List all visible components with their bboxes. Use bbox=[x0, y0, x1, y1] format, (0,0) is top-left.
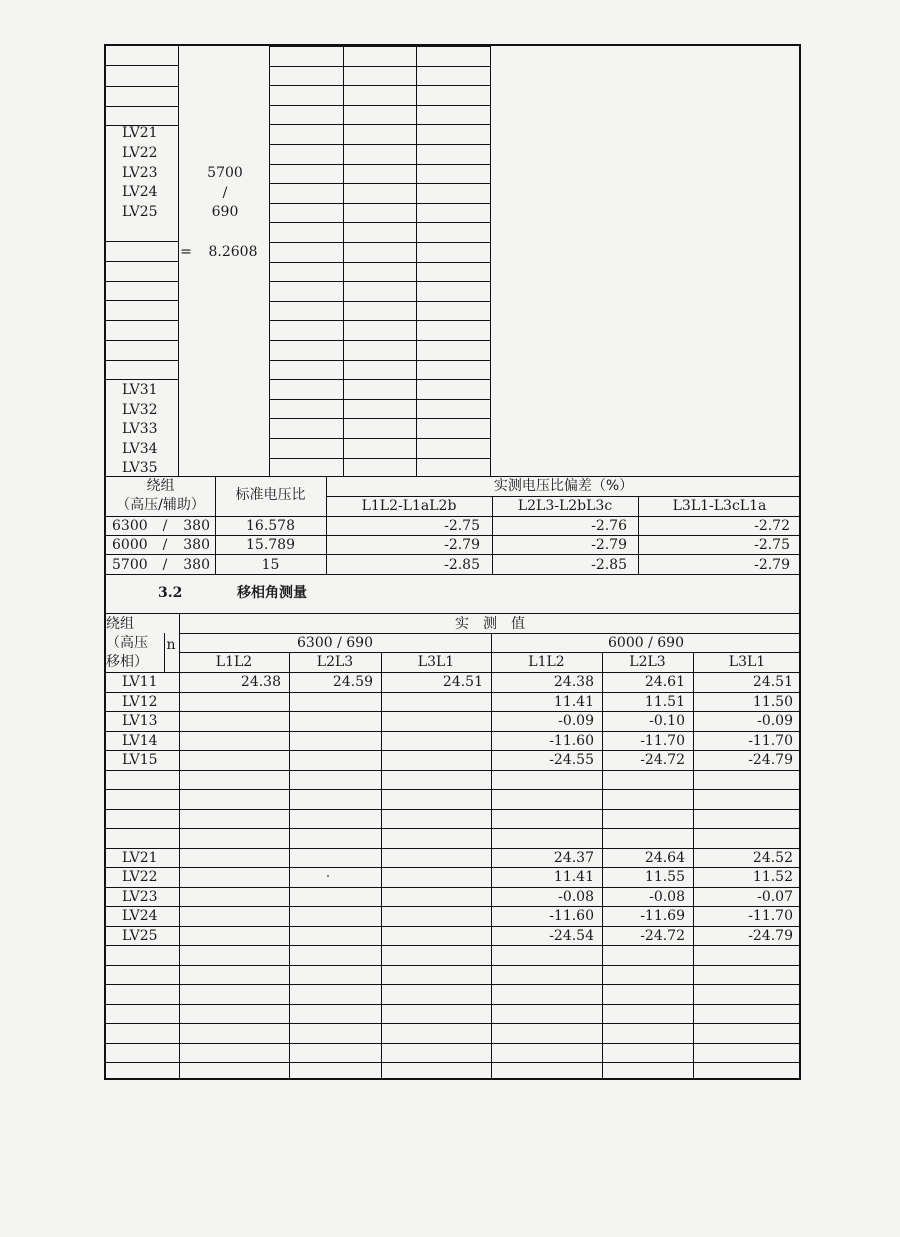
phase-row-line bbox=[106, 1004, 801, 1005]
phase-row-line bbox=[106, 965, 801, 966]
phase-value: -0.08 bbox=[649, 889, 685, 905]
upper-label-row-line bbox=[106, 300, 178, 301]
lv2-label: LV25 bbox=[122, 204, 158, 221]
phase-value: 24.38 bbox=[553, 674, 594, 690]
upper-label-row-line bbox=[106, 360, 178, 361]
upper-row-line bbox=[269, 360, 490, 361]
phase-row-label: LV13 bbox=[122, 713, 158, 729]
phase-value: -24.72 bbox=[640, 928, 685, 944]
phase-row-line bbox=[106, 848, 801, 849]
ratio-aux: 380 bbox=[183, 556, 210, 573]
upper-label-row-line bbox=[106, 86, 178, 87]
upper-column-line bbox=[269, 46, 270, 476]
upper-label-row-line bbox=[106, 106, 178, 107]
ratio-row-line bbox=[106, 554, 801, 555]
phase-table-top bbox=[106, 613, 801, 614]
phase-value: -24.54 bbox=[549, 928, 594, 944]
phase-value: -0.09 bbox=[757, 713, 793, 729]
deviation-value: -2.75 bbox=[444, 518, 480, 534]
phase-value: 24.37 bbox=[553, 850, 594, 866]
phase-row-line bbox=[106, 926, 801, 927]
phase-header-line bbox=[179, 633, 801, 634]
phase-col-header: L3L1 bbox=[728, 654, 766, 670]
section-title: 移相角测量 bbox=[237, 585, 307, 601]
phase-header: L1L2-L1aL2b bbox=[361, 498, 457, 514]
standard-ratio-header: 标准电压比 bbox=[235, 487, 306, 503]
phase-winding-header-sub2: 移相） bbox=[106, 654, 148, 670]
ratio-table-top bbox=[106, 476, 801, 477]
ratio-slash: / bbox=[162, 556, 168, 573]
upper-row-line bbox=[269, 301, 490, 302]
phase-value: -11.70 bbox=[748, 908, 793, 924]
phase-row-line bbox=[106, 828, 801, 829]
ratio-numerator: 5700 bbox=[207, 165, 243, 181]
phase-row-line bbox=[106, 867, 801, 868]
deviation-value: -2.79 bbox=[444, 537, 480, 554]
lv3-label: LV33 bbox=[122, 421, 158, 438]
phase-value: 11.41 bbox=[553, 694, 594, 710]
phase-header: L3L1-L3cL1a bbox=[672, 498, 767, 514]
deviation-value: -2.72 bbox=[754, 518, 790, 534]
phase-value: 24.51 bbox=[752, 674, 793, 690]
ratio-row-line bbox=[106, 535, 801, 536]
upper-column-line bbox=[178, 46, 179, 476]
phase-value: 24.59 bbox=[332, 674, 373, 690]
phase-value: -24.55 bbox=[549, 752, 594, 768]
phase-row-line bbox=[106, 945, 801, 946]
upper-row-line bbox=[269, 262, 490, 263]
ratio-denominator: 690 bbox=[211, 204, 239, 220]
phase-row-line bbox=[106, 692, 801, 693]
phase-winding-header: 绕组 bbox=[106, 616, 134, 632]
lv3-label: LV32 bbox=[122, 401, 158, 418]
phase-row-line bbox=[106, 1043, 801, 1044]
deviation-header: 实测电压比偏差（%） bbox=[493, 478, 634, 494]
upper-row-line bbox=[269, 340, 490, 341]
phase-row-label: LV11 bbox=[122, 674, 158, 690]
upper-label-row-line bbox=[106, 261, 178, 262]
phase-row-line bbox=[106, 1023, 801, 1024]
phase-table-bottom bbox=[106, 1078, 801, 1079]
upper-row-line bbox=[269, 399, 490, 400]
phase-row-label: LV25 bbox=[122, 928, 158, 944]
phase-value: -11.60 bbox=[549, 733, 594, 749]
phase-value: -11.60 bbox=[549, 908, 594, 924]
phase-value: 24.61 bbox=[644, 674, 685, 690]
deviation-value: -2.76 bbox=[591, 518, 627, 534]
phase-value: 11.50 bbox=[752, 694, 793, 710]
lv3-label: LV34 bbox=[122, 440, 158, 457]
upper-row-line bbox=[269, 66, 490, 67]
phase-value: 11.52 bbox=[752, 869, 793, 885]
upper-label-row-line bbox=[106, 379, 178, 380]
phase-value: -0.10 bbox=[649, 713, 685, 729]
upper-label-row-line bbox=[106, 340, 178, 341]
phase-value: -24.79 bbox=[748, 928, 793, 944]
phase-value: -24.72 bbox=[640, 752, 685, 768]
deviation-value: -2.85 bbox=[591, 556, 627, 573]
phase-row-label: LV12 bbox=[122, 694, 158, 710]
phase-col-line bbox=[381, 652, 382, 1078]
phase-value: -11.70 bbox=[640, 733, 685, 749]
phase-header-line bbox=[179, 652, 801, 653]
ratio-hv: 6000 bbox=[112, 537, 148, 554]
phase-row-label: LV21 bbox=[122, 850, 158, 866]
upper-row-line bbox=[269, 418, 490, 419]
phase-row-label: LV15 bbox=[122, 752, 158, 768]
upper-column-line bbox=[416, 46, 417, 476]
upper-row-line bbox=[269, 458, 490, 459]
upper-row-line bbox=[269, 46, 490, 47]
lv3-label: LV31 bbox=[122, 382, 158, 398]
upper-column-line bbox=[343, 46, 344, 476]
upper-row-line bbox=[269, 105, 490, 106]
group-header-6000: 6000 / 690 bbox=[608, 635, 684, 651]
ratio-value: 8.2608 bbox=[208, 244, 258, 260]
upper-row-line bbox=[269, 203, 490, 204]
deviation-value: -2.85 bbox=[444, 556, 480, 573]
deviation-value: -2.75 bbox=[754, 537, 790, 554]
phase-row-line bbox=[106, 887, 801, 888]
phase-col-header: L2L3 bbox=[316, 654, 354, 670]
ratio-header-line bbox=[326, 496, 801, 497]
phase-row-line bbox=[106, 731, 801, 732]
winding-header-sub: （高压/辅助） bbox=[116, 497, 205, 513]
phase-value: 24.51 bbox=[442, 674, 483, 690]
upper-label-row-line bbox=[106, 241, 178, 242]
phase-col-header: L1L2 bbox=[528, 654, 565, 670]
phase-winding-header-sub: （高压 bbox=[106, 635, 148, 651]
phase-row-line bbox=[106, 906, 801, 907]
upper-column-line bbox=[490, 46, 491, 476]
upper-row-line bbox=[269, 183, 490, 184]
lv2-label: LV21 bbox=[122, 125, 158, 141]
phase-col-header: L1L2 bbox=[215, 654, 253, 670]
lv2-label: LV22 bbox=[122, 144, 158, 161]
upper-row-line bbox=[269, 438, 490, 439]
group-header-6300: 6300 / 690 bbox=[297, 635, 373, 651]
ratio-aux: 380 bbox=[183, 518, 210, 534]
phase-value: -0.07 bbox=[757, 889, 793, 905]
upper-label-row-line bbox=[106, 320, 178, 321]
phase-header: L2L3-L2bL3c bbox=[517, 498, 613, 514]
standard-ratio-value: 15.789 bbox=[246, 537, 295, 554]
phase-value: 24.64 bbox=[644, 850, 685, 866]
n-header: n bbox=[166, 637, 176, 653]
ratio-slash: / bbox=[162, 537, 168, 554]
phase-col-line bbox=[289, 652, 290, 1078]
section-number: 3.2 bbox=[158, 585, 183, 601]
ratio-hv: 6300 bbox=[112, 518, 148, 534]
phase-row-label: LV24 bbox=[122, 908, 158, 924]
upper-label-row-line bbox=[106, 65, 178, 66]
phase-row-line bbox=[106, 750, 801, 751]
phase-col-header: L2L3 bbox=[629, 654, 666, 670]
standard-ratio-value: 15 bbox=[261, 556, 280, 573]
scan-speck bbox=[327, 875, 329, 877]
phase-value: -11.70 bbox=[748, 733, 793, 749]
phase-col-header: L3L1 bbox=[417, 654, 455, 670]
phase-row-line bbox=[106, 1062, 801, 1063]
deviation-value: -2.79 bbox=[754, 556, 790, 573]
phase-header-bottom bbox=[106, 672, 801, 673]
lv2-label: LV23 bbox=[122, 164, 158, 181]
ratio-slash: / bbox=[222, 185, 228, 201]
phase-value: -0.08 bbox=[558, 889, 594, 905]
phase-row-label: LV14 bbox=[122, 733, 158, 749]
ratio-slash: / bbox=[162, 518, 168, 534]
phase-row-line bbox=[106, 984, 801, 985]
phase-value: -0.09 bbox=[558, 713, 594, 729]
winding-header: 绕组 bbox=[146, 478, 175, 494]
upper-row-line bbox=[269, 164, 490, 165]
upper-row-line bbox=[269, 242, 490, 243]
phase-row-label: LV23 bbox=[122, 889, 158, 905]
upper-row-line bbox=[269, 222, 490, 223]
ratio-table-bottom bbox=[106, 574, 801, 575]
phase-row-line bbox=[106, 809, 801, 810]
upper-row-line bbox=[269, 85, 490, 86]
phase-row-line bbox=[106, 770, 801, 771]
upper-row-line bbox=[269, 379, 490, 380]
ratio-equals: = bbox=[180, 244, 192, 260]
ratio-header-bottom bbox=[106, 516, 801, 517]
phase-row-label: LV22 bbox=[122, 869, 158, 885]
lv3-label: LV35 bbox=[122, 460, 158, 477]
phase-value: -24.79 bbox=[748, 752, 793, 768]
lv2-label: LV24 bbox=[122, 184, 158, 201]
upper-row-line bbox=[269, 320, 490, 321]
standard-ratio-value: 16.578 bbox=[246, 518, 295, 534]
deviation-value: -2.79 bbox=[591, 537, 627, 554]
upper-label-row-line bbox=[106, 281, 178, 282]
phase-value: 11.41 bbox=[553, 869, 594, 885]
phase-row-line bbox=[106, 711, 801, 712]
ratio-hv: 5700 bbox=[112, 556, 148, 573]
measured-values-header: 实 测 值 bbox=[455, 616, 525, 632]
phase-row-line bbox=[106, 789, 801, 790]
phase-value: 11.55 bbox=[644, 869, 685, 885]
phase-value: 11.51 bbox=[644, 694, 685, 710]
phase-value: -11.69 bbox=[640, 908, 685, 924]
phase-value: 24.38 bbox=[240, 674, 281, 690]
phase-value: 24.52 bbox=[752, 850, 793, 866]
upper-row-line bbox=[269, 124, 490, 125]
ratio-aux: 380 bbox=[183, 537, 210, 554]
upper-row-line bbox=[269, 281, 490, 282]
upper-row-line bbox=[269, 144, 490, 145]
